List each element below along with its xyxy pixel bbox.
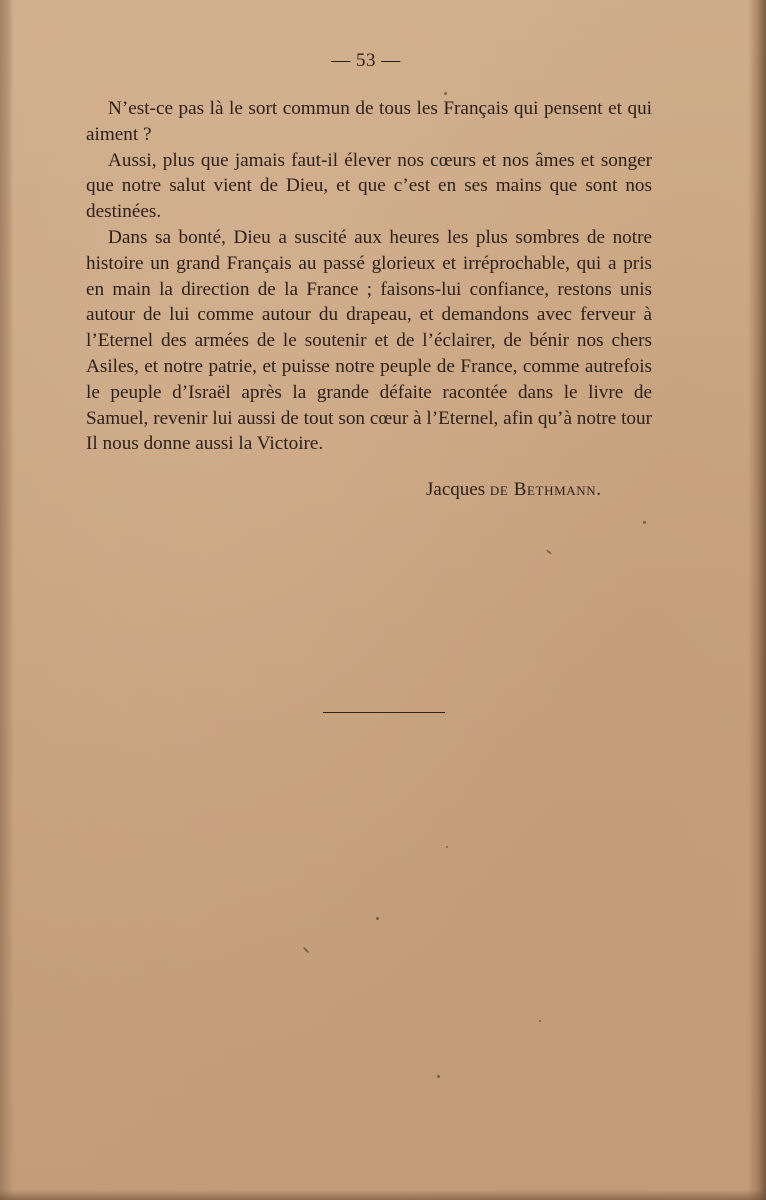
paper-speck xyxy=(546,549,552,554)
page-edge-left xyxy=(0,0,14,1200)
closing-rule xyxy=(323,712,445,713)
page-number: — 53 — xyxy=(331,50,401,71)
page-edge-right xyxy=(748,0,766,1200)
paper-speck xyxy=(446,846,448,848)
paper-speck xyxy=(302,946,309,953)
page-edge-bottom xyxy=(0,1190,766,1200)
body-text xyxy=(86,96,652,457)
paragraph-2: Aussi, plus que jamais faut-il élever nos cœurs et nos âmes et songer que notre salut vient de Dieu, et que c’est en ses mains que sont nos destinées. xyxy=(86,149,652,223)
paper-speck xyxy=(444,92,447,95)
paper-speck xyxy=(437,1075,440,1078)
paragraph-3: Dans sa bonté, Dieu a suscité aux heures les plus sombres de notre histoire un grand Français au passé glorieux et irréprochable, qui a pris en main la direction de la France ; faisons-lui confiance, restons unis autour de lui comme autour du drapeau, et demandons avec ferveur à l’Eternel des armées de le soutenir et de l’éclairer, de bénir nos chers Asiles, et notre patrie, et puisse notre peuple de France, comme autrefois le peuple d’Israël après la grande défaite racontée dans le livre de Samuel, revenir lui aussi de tout son cœur à l’Eternel, afin qu’à notre tour Il nous donne aussi la Victoire. xyxy=(86,226,652,455)
signature-surname: de Bethmann. xyxy=(489,479,602,500)
paper-speck xyxy=(643,521,646,524)
signature-first-name: Jacques xyxy=(426,479,486,500)
paragraph-1: N’est-ce pas là le sort commun de tous les Français qui pensent et qui aiment ? xyxy=(86,98,652,145)
paper-speck xyxy=(539,1020,541,1022)
signature xyxy=(426,479,602,501)
paper-speck xyxy=(376,917,379,920)
